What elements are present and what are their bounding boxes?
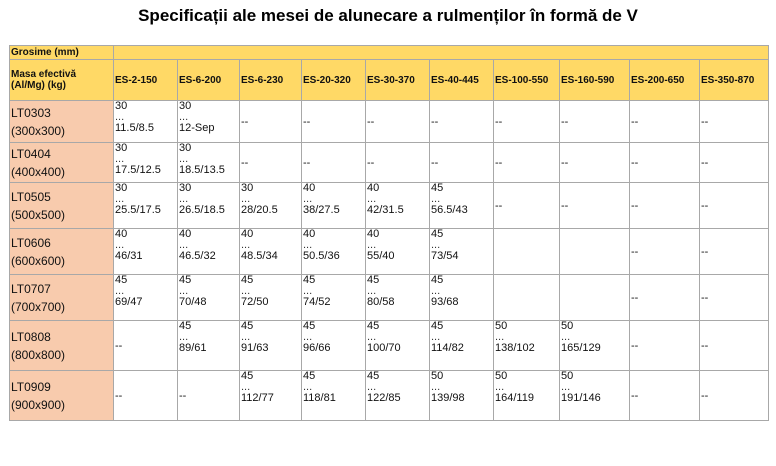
empty-marker: --: [561, 199, 569, 212]
table-cell-empty: [700, 143, 769, 183]
table-code: LT0303: [11, 105, 51, 120]
cell-mass: 46/31: [115, 250, 143, 262]
cell-ellipsis: ...: [431, 381, 441, 393]
cell-thickness: 45: [303, 274, 316, 286]
header-band: [114, 46, 769, 60]
cell-thickness: 45: [179, 320, 192, 332]
cell-ellipsis: ...: [367, 193, 377, 205]
model-header: ES-2-150: [114, 60, 178, 101]
empty-marker: --: [701, 339, 709, 352]
cell-thickness: 50: [495, 320, 508, 332]
table-cell: [430, 229, 494, 275]
empty-marker: --: [631, 339, 639, 352]
table-cell: [240, 183, 302, 229]
thickness-header: Grosime (mm): [10, 46, 114, 60]
table-cell: [114, 229, 178, 275]
table-cell: [430, 321, 494, 371]
empty-marker: --: [631, 156, 639, 169]
cell-mass: 18.5/13.5: [179, 164, 225, 176]
empty-marker: --: [631, 245, 639, 258]
cell-ellipsis: ...: [179, 111, 189, 123]
empty-marker: --: [561, 115, 569, 128]
table-cell: [366, 183, 430, 229]
empty-marker: --: [431, 115, 439, 128]
cell-mass: 42/31.5: [367, 204, 404, 216]
cell-mass: 12-Sep: [179, 122, 215, 134]
cell-thickness: 40: [303, 228, 316, 240]
table-cell-empty: [630, 321, 700, 371]
cell-thickness: 45: [431, 228, 444, 240]
table-row: [10, 143, 769, 183]
cell-mass: 11.5/8.5: [115, 122, 154, 134]
table-model-cell: [10, 229, 114, 275]
table-cell-empty: [700, 371, 769, 421]
cell-thickness: 30: [179, 182, 192, 194]
table-cell: [114, 275, 178, 321]
cell-thickness: 45: [431, 274, 444, 286]
table-row: [10, 275, 769, 321]
cell-mass: 89/61: [179, 342, 207, 354]
cell-thickness: 40: [241, 228, 254, 240]
table-model-cell: [10, 183, 114, 229]
cell-thickness: 45: [303, 370, 316, 382]
table-cell: [560, 321, 630, 371]
table-cell-empty: [560, 143, 630, 183]
cell-thickness: 45: [367, 274, 380, 286]
table-cell: [114, 143, 178, 183]
cell-ellipsis: ...: [179, 153, 189, 165]
cell-ellipsis: ...: [431, 285, 441, 297]
table-cell-empty: [302, 143, 366, 183]
empty-marker: --: [241, 156, 249, 169]
table-cell: [494, 371, 560, 421]
table-cell-blank: [560, 229, 630, 275]
cell-mass: 122/85: [367, 392, 401, 404]
cell-mass: 74/52: [303, 296, 331, 308]
cell-ellipsis: ...: [241, 239, 251, 251]
table-cell: [494, 321, 560, 371]
empty-marker: --: [495, 199, 503, 212]
table-row: [10, 371, 769, 421]
cell-ellipsis: ...: [115, 153, 125, 165]
cell-ellipsis: ...: [495, 331, 505, 343]
table-cell-empty: [494, 183, 560, 229]
cell-thickness: 30: [115, 100, 128, 112]
table-cell: [366, 275, 430, 321]
empty-marker: --: [431, 156, 439, 169]
table-cell: [178, 183, 240, 229]
cell-mass: 56.5/43: [431, 204, 468, 216]
cell-thickness: 40: [115, 228, 128, 240]
cell-thickness: 50: [495, 370, 508, 382]
cell-mass: 28/20.5: [241, 204, 278, 216]
table-size: (500x500): [11, 207, 66, 222]
table-cell: [240, 275, 302, 321]
empty-marker: --: [631, 291, 639, 304]
table-cell: [302, 371, 366, 421]
cell-thickness: 30: [115, 182, 128, 194]
cell-mass: 69/47: [115, 296, 143, 308]
table-row: [10, 183, 769, 229]
cell-mass: 73/54: [431, 250, 459, 262]
cell-ellipsis: ...: [431, 193, 441, 205]
cell-ellipsis: ...: [561, 381, 571, 393]
empty-marker: --: [241, 115, 249, 128]
cell-ellipsis: ...: [303, 239, 313, 251]
table-cell-empty: [178, 371, 240, 421]
cell-mass: 38/27.5: [303, 204, 340, 216]
effective-mass-unit: (Al/Mg) (kg): [11, 80, 66, 91]
cell-ellipsis: ...: [115, 285, 125, 297]
table-size: (300x300): [11, 123, 66, 138]
table-size: (600x600): [11, 253, 66, 268]
table-cell: [430, 371, 494, 421]
table-cell: [302, 229, 366, 275]
cell-thickness: 45: [367, 320, 380, 332]
empty-marker: --: [631, 115, 639, 128]
cell-mass: 17.5/12.5: [115, 164, 161, 176]
table-cell-empty: [366, 101, 430, 143]
table-cell: [430, 275, 494, 321]
effective-mass-header: [10, 60, 114, 101]
table-code: LT0404: [11, 146, 51, 161]
cell-ellipsis: ...: [367, 331, 377, 343]
model-header: ES-20-320: [302, 60, 366, 101]
cell-ellipsis: ...: [561, 331, 571, 343]
cell-mass: 100/70: [367, 342, 401, 354]
table-cell: [114, 101, 178, 143]
cell-thickness: 45: [115, 274, 128, 286]
cell-mass: 25.5/17.5: [115, 204, 161, 216]
table-cell-empty: [560, 101, 630, 143]
cell-ellipsis: ...: [431, 239, 441, 251]
table-model-cell: [10, 321, 114, 371]
table-code: LT0505: [11, 189, 51, 204]
table-cell-empty: [114, 371, 178, 421]
cell-thickness: 30: [179, 100, 192, 112]
cell-ellipsis: ...: [179, 193, 189, 205]
cell-ellipsis: ...: [495, 381, 505, 393]
cell-ellipsis: ...: [241, 331, 251, 343]
cell-thickness: 45: [179, 274, 192, 286]
cell-ellipsis: ...: [241, 285, 251, 297]
empty-marker: --: [701, 291, 709, 304]
cell-thickness: 45: [241, 274, 254, 286]
empty-marker: --: [115, 339, 123, 352]
table-cell-empty: [366, 143, 430, 183]
empty-marker: --: [631, 199, 639, 212]
table-model-cell: [10, 143, 114, 183]
table-cell: [302, 275, 366, 321]
table-cell-empty: [430, 101, 494, 143]
cell-ellipsis: ...: [303, 331, 313, 343]
cell-ellipsis: ...: [303, 193, 313, 205]
cell-thickness: 30: [115, 142, 128, 154]
cell-ellipsis: ...: [179, 285, 189, 297]
cell-mass: 164/119: [495, 392, 534, 404]
cell-thickness: 45: [303, 320, 316, 332]
table-cell-empty: [114, 321, 178, 371]
table-cell-empty: [700, 321, 769, 371]
empty-marker: --: [701, 245, 709, 258]
cell-thickness: 45: [431, 182, 444, 194]
model-header: ES-200-650: [630, 60, 700, 101]
table-cell-empty: [700, 229, 769, 275]
table-cell-empty: [630, 183, 700, 229]
table-model-cell: [10, 371, 114, 421]
table-cell: [366, 371, 430, 421]
table-cell-empty: [630, 143, 700, 183]
empty-marker: --: [367, 156, 375, 169]
cell-mass: 50.5/36: [303, 250, 340, 262]
cell-mass: 70/48: [179, 296, 207, 308]
table-row: [10, 101, 769, 143]
table-size: (400x400): [11, 164, 66, 179]
model-header: ES-160-590: [560, 60, 630, 101]
table-cell: [178, 275, 240, 321]
empty-marker: --: [701, 115, 709, 128]
cell-mass: 93/68: [431, 296, 459, 308]
cell-ellipsis: ...: [115, 111, 125, 123]
cell-mass: 55/40: [367, 250, 395, 262]
empty-marker: --: [495, 156, 503, 169]
table-cell: [430, 183, 494, 229]
cell-mass: 112/77: [241, 392, 274, 404]
empty-marker: --: [631, 389, 639, 402]
cell-thickness: 40: [367, 182, 380, 194]
cell-thickness: 40: [367, 228, 380, 240]
table-cell-empty: [494, 143, 560, 183]
table-cell-empty: [430, 143, 494, 183]
cell-ellipsis: ...: [179, 239, 189, 251]
cell-mass: 96/66: [303, 342, 331, 354]
cell-mass: 138/102: [495, 342, 535, 354]
cell-mass: 26.5/18.5: [179, 204, 225, 216]
model-header: ES-6-200: [178, 60, 240, 101]
cell-thickness: 50: [561, 320, 574, 332]
table-cell-blank: [560, 275, 630, 321]
empty-marker: --: [701, 199, 709, 212]
empty-marker: --: [115, 389, 123, 402]
empty-marker: --: [495, 115, 503, 128]
cell-mass: 118/81: [303, 392, 336, 404]
table-cell-empty: [630, 275, 700, 321]
cell-mass: 72/50: [241, 296, 269, 308]
empty-marker: --: [179, 389, 187, 402]
cell-mass: 114/82: [431, 342, 464, 354]
cell-ellipsis: ...: [241, 193, 251, 205]
table-cell: [178, 101, 240, 143]
table-cell-empty: [302, 101, 366, 143]
specification-table: [9, 45, 769, 421]
table-cell-blank: [494, 229, 560, 275]
empty-marker: --: [561, 156, 569, 169]
table-model-cell: [10, 101, 114, 143]
cell-ellipsis: ...: [431, 331, 441, 343]
effective-mass-label: Masa efectivă: [11, 69, 77, 80]
cell-thickness: 45: [241, 370, 254, 382]
cell-ellipsis: ...: [367, 381, 377, 393]
empty-marker: --: [701, 389, 709, 402]
cell-thickness: 50: [431, 370, 444, 382]
cell-mass: 139/98: [431, 392, 465, 404]
table-cell: [178, 321, 240, 371]
table-cell-empty: [700, 183, 769, 229]
table-cell-empty: [560, 183, 630, 229]
model-header: ES-6-230: [240, 60, 302, 101]
table-code: LT0707: [11, 281, 51, 296]
cell-thickness: 40: [303, 182, 316, 194]
table-code: LT0606: [11, 235, 51, 250]
table-model-cell: [10, 275, 114, 321]
cell-mass: 91/63: [241, 342, 269, 354]
table-cell: [366, 229, 430, 275]
cell-thickness: 40: [179, 228, 192, 240]
table-row: [10, 321, 769, 371]
table-code: LT0808: [11, 329, 51, 344]
table-size: (800x800): [11, 347, 66, 362]
model-header: ES-100-550: [494, 60, 560, 101]
table-cell-empty: [700, 275, 769, 321]
cell-mass: 80/58: [367, 296, 395, 308]
empty-marker: --: [367, 115, 375, 128]
model-header: ES-30-370: [366, 60, 430, 101]
model-header: ES-40-445: [430, 60, 494, 101]
cell-thickness: 50: [561, 370, 574, 382]
model-header: ES-350-870: [700, 60, 769, 101]
table-cell-empty: [630, 101, 700, 143]
table-cell: [302, 183, 366, 229]
cell-thickness: 30: [241, 182, 254, 194]
table-cell-empty: [630, 371, 700, 421]
cell-ellipsis: ...: [179, 331, 189, 343]
empty-marker: --: [701, 156, 709, 169]
empty-marker: --: [303, 156, 311, 169]
table-cell: [366, 321, 430, 371]
table-cell: [240, 371, 302, 421]
cell-mass: 46.5/32: [179, 250, 216, 262]
cell-ellipsis: ...: [367, 239, 377, 251]
table-row: [10, 229, 769, 275]
cell-ellipsis: ...: [367, 285, 377, 297]
cell-thickness: 30: [179, 142, 192, 154]
cell-ellipsis: ...: [303, 285, 313, 297]
cell-ellipsis: ...: [303, 381, 313, 393]
table-cell: [178, 143, 240, 183]
table-cell-empty: [700, 101, 769, 143]
cell-ellipsis: ...: [115, 239, 125, 251]
table-cell: [178, 229, 240, 275]
page-title: Specificații ale mesei de alunecare a rulmenților în formă de V: [138, 6, 638, 25]
cell-mass: 191/146: [561, 392, 601, 404]
cell-thickness: 45: [241, 320, 254, 332]
table-cell-blank: [494, 275, 560, 321]
cell-mass: 48.5/34: [241, 250, 278, 262]
table-cell-empty: [494, 101, 560, 143]
table-cell-empty: [240, 101, 302, 143]
cell-mass: 165/129: [561, 342, 601, 354]
cell-thickness: 45: [431, 320, 444, 332]
table-cell: [240, 229, 302, 275]
table-cell: [560, 371, 630, 421]
table-cell-empty: [630, 229, 700, 275]
cell-ellipsis: ...: [241, 381, 251, 393]
table-cell: [240, 321, 302, 371]
empty-marker: --: [303, 115, 311, 128]
table-cell-empty: [240, 143, 302, 183]
table-cell: [114, 183, 178, 229]
table-size: (900x900): [11, 397, 66, 412]
cell-ellipsis: ...: [115, 193, 125, 205]
table-size: (700x700): [11, 299, 66, 314]
cell-thickness: 45: [367, 370, 380, 382]
table-cell: [302, 321, 366, 371]
table-code: LT0909: [11, 379, 51, 394]
